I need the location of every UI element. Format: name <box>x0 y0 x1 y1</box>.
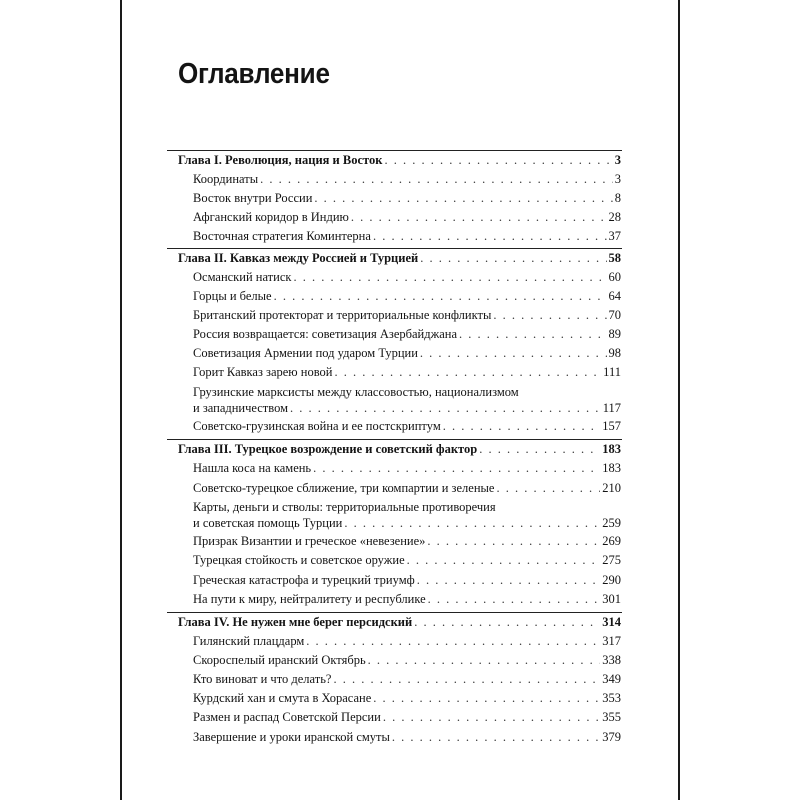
page-number: 290 <box>602 573 621 587</box>
toc-section[interactable] <box>193 171 621 187</box>
section-title: Размен и распад Советской Персии <box>193 710 381 724</box>
section-title-continued: и советская помощь Турции <box>193 516 343 530</box>
toc-section[interactable] <box>193 499 621 531</box>
page-number: 3 <box>614 172 621 186</box>
page-number: 3 <box>614 153 621 167</box>
page-number: 317 <box>602 634 621 648</box>
toc-divider <box>167 612 622 613</box>
page-number: 355 <box>602 710 621 724</box>
section-title: Советизация Армении под ударом Турции <box>193 346 418 360</box>
section-title: Советско-турецкое сближение, три компартии и зеленые <box>193 481 495 495</box>
toc-section[interactable] <box>193 228 621 244</box>
page-number: 269 <box>602 534 621 548</box>
toc-section[interactable] <box>193 552 621 568</box>
page-number: 275 <box>602 553 621 567</box>
page-number: 338 <box>602 653 621 667</box>
page-number: 183 <box>602 442 621 456</box>
page-number: 117 <box>602 401 621 415</box>
section-title: Советско-грузинская война и ее постскриптум <box>193 419 441 433</box>
toc-section[interactable] <box>193 269 621 285</box>
left-page-border <box>120 0 122 800</box>
section-title-continued: и западничеством <box>193 401 289 415</box>
toc-divider <box>167 150 622 151</box>
section-title: Скороспелый иранский Октябрь <box>193 653 366 667</box>
page-number: 58 <box>608 251 621 265</box>
chapter-title: Глава III. Турецкое возрождение и советский фактор <box>178 442 478 456</box>
page-number: 70 <box>608 308 621 322</box>
toc-section[interactable] <box>193 288 621 304</box>
page-number: 379 <box>602 730 621 744</box>
page-number: 183 <box>602 461 621 475</box>
page-title: Оглавление <box>178 58 330 90</box>
section-title: Греческая катастрофа и турецкий триумф <box>193 573 415 587</box>
toc-section[interactable] <box>193 209 621 225</box>
section-title: Кто виноват и что делать? <box>193 672 332 686</box>
page-number: 28 <box>608 210 621 224</box>
toc-section[interactable] <box>193 307 621 323</box>
toc-section[interactable] <box>193 633 621 649</box>
section-title: Координаты <box>193 172 259 186</box>
toc-section[interactable] <box>193 326 621 342</box>
toc-section[interactable] <box>193 652 621 668</box>
page-number: 349 <box>602 672 621 686</box>
page-number: 60 <box>608 270 621 284</box>
page-number: 210 <box>602 481 621 495</box>
toc-section[interactable] <box>193 364 621 380</box>
toc-chapter-3[interactable] <box>178 441 621 457</box>
toc-section[interactable] <box>193 690 621 706</box>
section-title: Османский натиск <box>193 270 292 284</box>
section-title: Курдский хан и смута в Хорасане <box>193 691 372 705</box>
toc-divider <box>167 248 622 249</box>
section-title: Призрак Византии и греческое «невезение» <box>193 534 426 548</box>
chapter-title: Глава IV. Не нужен мне берег персидский <box>178 615 413 629</box>
section-title: На пути к миру, нейтралитету и республике <box>193 592 426 606</box>
page-number: 301 <box>602 592 621 606</box>
page-number: 64 <box>608 289 621 303</box>
section-title: Нашла коса на камень <box>193 461 312 475</box>
toc-section[interactable] <box>193 345 621 361</box>
toc-divider <box>167 439 622 440</box>
section-title: Британский протекторат и территориальные конфликты <box>193 308 492 322</box>
toc-section[interactable] <box>193 671 621 687</box>
toc-section[interactable] <box>193 460 621 476</box>
toc-chapter-2[interactable] <box>178 250 621 266</box>
right-page-border <box>678 0 680 800</box>
section-title: Россия возвращается: советизация Азербайджана <box>193 327 458 341</box>
toc-section[interactable] <box>193 572 621 588</box>
toc-section[interactable] <box>193 709 621 725</box>
page-number: 111 <box>603 365 621 379</box>
toc-section[interactable] <box>193 591 621 607</box>
section-title: Карты, деньги и стволы: территориальные противоречия <box>193 500 496 514</box>
page-number: 259 <box>602 516 621 530</box>
page-number: 8 <box>614 191 621 205</box>
page-number: 37 <box>608 229 621 243</box>
toc-chapter-1[interactable] <box>178 152 621 168</box>
section-title: Афганский коридор в Индию <box>193 210 349 224</box>
page-number: 157 <box>602 419 621 433</box>
section-title: Гилянский плацдарм <box>193 634 305 648</box>
section-title: Завершение и уроки иранской смуты <box>193 730 390 744</box>
toc-chapter-4[interactable] <box>178 614 621 630</box>
toc-section[interactable] <box>193 729 621 745</box>
section-title: Горит Кавказ зарею новой <box>193 365 333 379</box>
section-title: Восточная стратегия Коминтерна <box>193 229 371 243</box>
page-number: 98 <box>608 346 621 360</box>
page-number: 353 <box>602 691 621 705</box>
toc-section[interactable] <box>193 480 621 496</box>
toc-section[interactable] <box>193 533 621 549</box>
chapter-title: Глава II. Кавказ между Россией и Турцией <box>178 251 419 265</box>
chapter-title: Глава I. Революция, нация и Восток <box>178 153 383 167</box>
toc-section[interactable] <box>193 384 621 416</box>
section-title: Турецкая стойкость и советское оружие <box>193 553 405 567</box>
toc-section[interactable] <box>193 190 621 206</box>
section-title: Грузинские марксисты между классовостью, национализмом <box>193 385 519 399</box>
section-title: Восток внутри России <box>193 191 313 205</box>
page-number: 314 <box>602 615 621 629</box>
toc-section[interactable] <box>193 418 621 434</box>
section-title: Горцы и белые <box>193 289 272 303</box>
page-number: 89 <box>608 327 621 341</box>
